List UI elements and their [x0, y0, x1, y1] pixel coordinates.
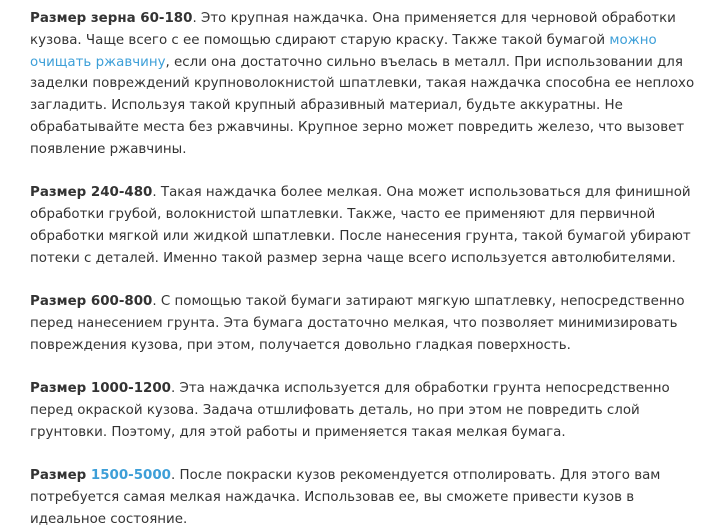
- article-body: [30, 8, 710, 530]
- paragraph-grit-600-800: [30, 291, 710, 356]
- paragraph-text: . Эта наждачка используется для обработки грунта непосредственно перед окраской кузова. Задача отшлифовать деталь, но при этом не повредить слой грунтовки. Поэтому, для этой работы и применяется такая мелкая бумага.: [30, 380, 670, 440]
- rust-cleaning-link[interactable]: можно очищать ржавчину: [30, 32, 657, 70]
- paragraph-text: . С помощью такой бумаги затирают мягкую шпатлевку, непосредственно перед нанесением грунта. Эта бумага достаточно мелкая, что позволяет минимизировать повреждения кузова, при этом, получается довольно гладкая поверхность.: [30, 293, 685, 353]
- paragraph-heading: Размер 240-480: [30, 185, 153, 201]
- paragraph-grit-60-180: [30, 8, 710, 161]
- paragraph-heading: Размер 1000-1200: [30, 380, 172, 396]
- paragraph-heading: Размер зерна 60-180: [30, 11, 193, 26]
- paragraph-grit-1000-1200: [30, 378, 710, 443]
- paragraph-text: . Такая наждачка более мелкая. Она может использоваться для финишной обработки грубой, волокнистой шпатлевки. Также, часто ее применяют для первичной обработки мягкой или жидкой шпатлевки. После нанесения грунта, такой бумагой убирают потеки с деталей. Именно такой размер зерна чаще всего используется автолюбителями.: [30, 185, 691, 266]
- paragraph-heading: [30, 468, 171, 483]
- paragraph-text: . После покраски кузов рекомендуется отполировать. Для этого вам потребуется самая мелкая наждачка. Использовав ее, вы сможете привести кузов в идеальное состояние.: [30, 467, 661, 527]
- grit-1500-5000-link[interactable]: 1500-5000: [90, 467, 172, 483]
- paragraph-grit-240-480: [30, 182, 710, 269]
- paragraph-text: . Это крупная наждачка. Она применяется для черновой обработки кузова. Чаще всего с ее помощью сдирают старую краску. Также такой бумагой: [30, 11, 676, 48]
- paragraph-text: , если она достаточно сильно въелась в металл. При использовании для заделки повреждений крупноволокнистой шпатлевки, такая наждачка способна ее неплохо загладить. Используя такой крупный абразивный материал, будьте аккуратны. Не обрабатывайте места без ржавчины. Крупное зерно может повредить железо, что вызовет появление ржавчины.: [30, 54, 695, 157]
- paragraph-grit-1500-5000: [30, 465, 710, 530]
- paragraph-heading-prefix: Размер: [30, 467, 91, 483]
- paragraph-heading: Размер 600-800: [30, 293, 153, 309]
